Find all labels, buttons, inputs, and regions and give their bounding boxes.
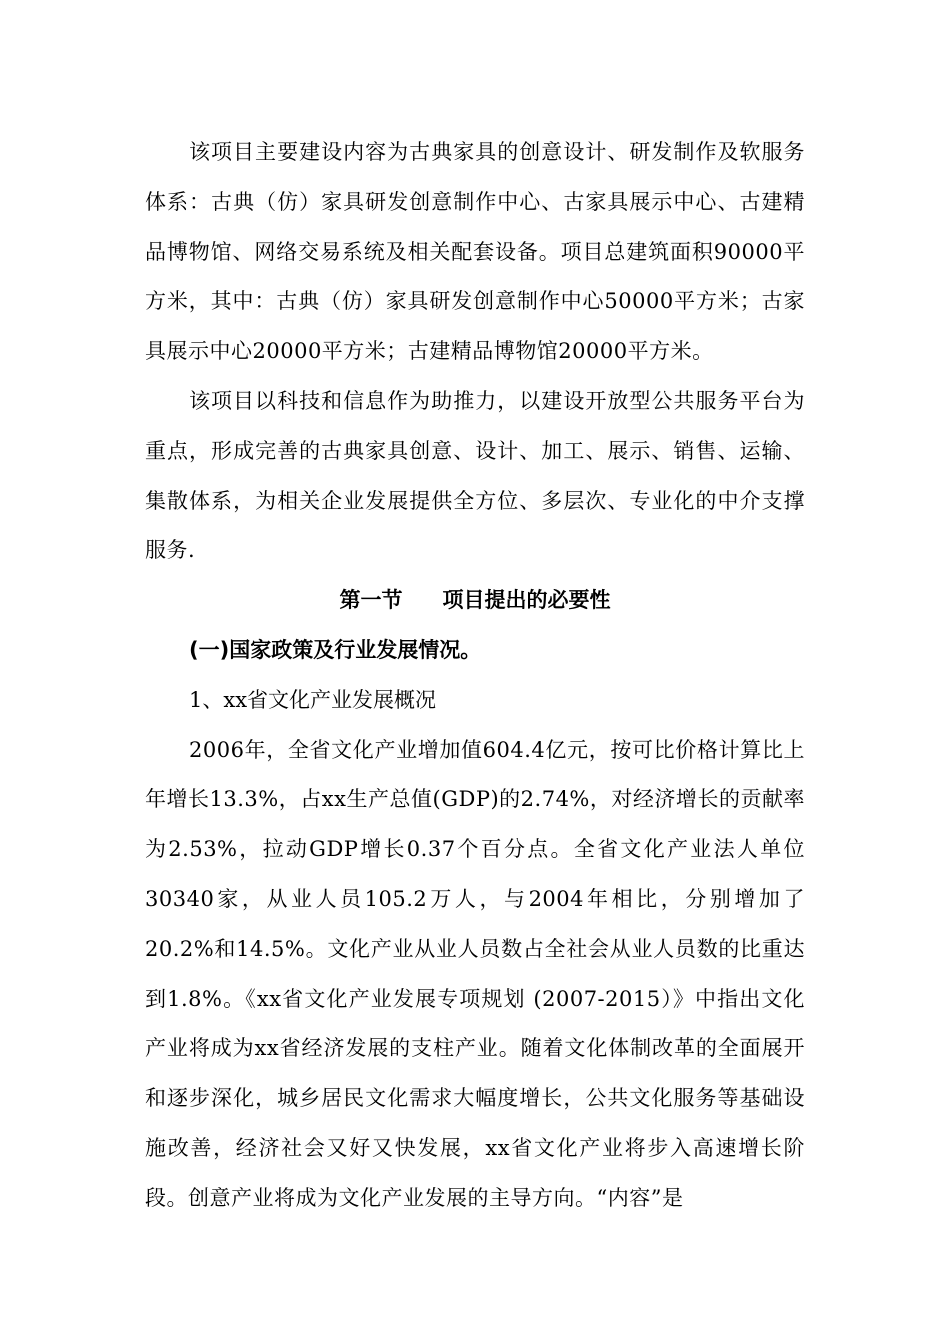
section-heading: [145, 576, 805, 626]
body-paragraph: 2006年，全省文化产业增加值604.4亿元，按可比价格计算比上年增长13.3%，占xx生产总值(GDP)的2.74%，对经济增长的贡献率为2.53%，拉动GDP增长0.37个百分点。全省文化产业法人单位30340家，从业人员105.2万人，与2004年相比，分别增加了20.2%和14.5%。文化产业从业人员数占全社会从业人员数的比重达到1.8%。《xx省文化产业发展专项规划 (2007-2015）》中指出文化产业将成为xx省经济发展的支柱产业。随着文化体制改革的全面展开和逐步深化，城乡居民文化需求大幅度增长，公共文化服务等基础设施改善，经济社会又好又快发展，xx省文化产业将步入高速增长阶段。创意产业将成为文化产业发展的主导方向。“内容”是: [145, 737, 805, 1210]
subheading: (一)国家政策及行业发展情况。: [189, 637, 482, 662]
intro-paragraph-2: 该项目以科技和信息作为助推力，以建设开放型公共服务平台为重点，形成完善的古典家具创意、设计、加工、展示、销售、运输、集散体系，为相关企业发展提供全方位、多层次、专业化的中介支撑服务.: [145, 388, 805, 563]
section-number: 第一节: [339, 588, 403, 613]
section-title: 项目提出的必要性: [442, 588, 611, 613]
document-page: [145, 128, 805, 1224]
intro-paragraph-1: 该项目主要建设内容为古典家具的创意设计、研发制作及软服务体系：古典（仿）家具研发创意制作中心、古家具展示中心、古建精品博物馆、网络交易系统及相关配套设备。项目总建筑面积90000平方米，其中：古典（仿）家具研发创意制作中心50000平方米；古家具展示中心20000平方米；古建精品博物馆20000平方米。: [145, 140, 805, 364]
item-heading: 1、xx省文化产业发展概况: [189, 687, 437, 712]
